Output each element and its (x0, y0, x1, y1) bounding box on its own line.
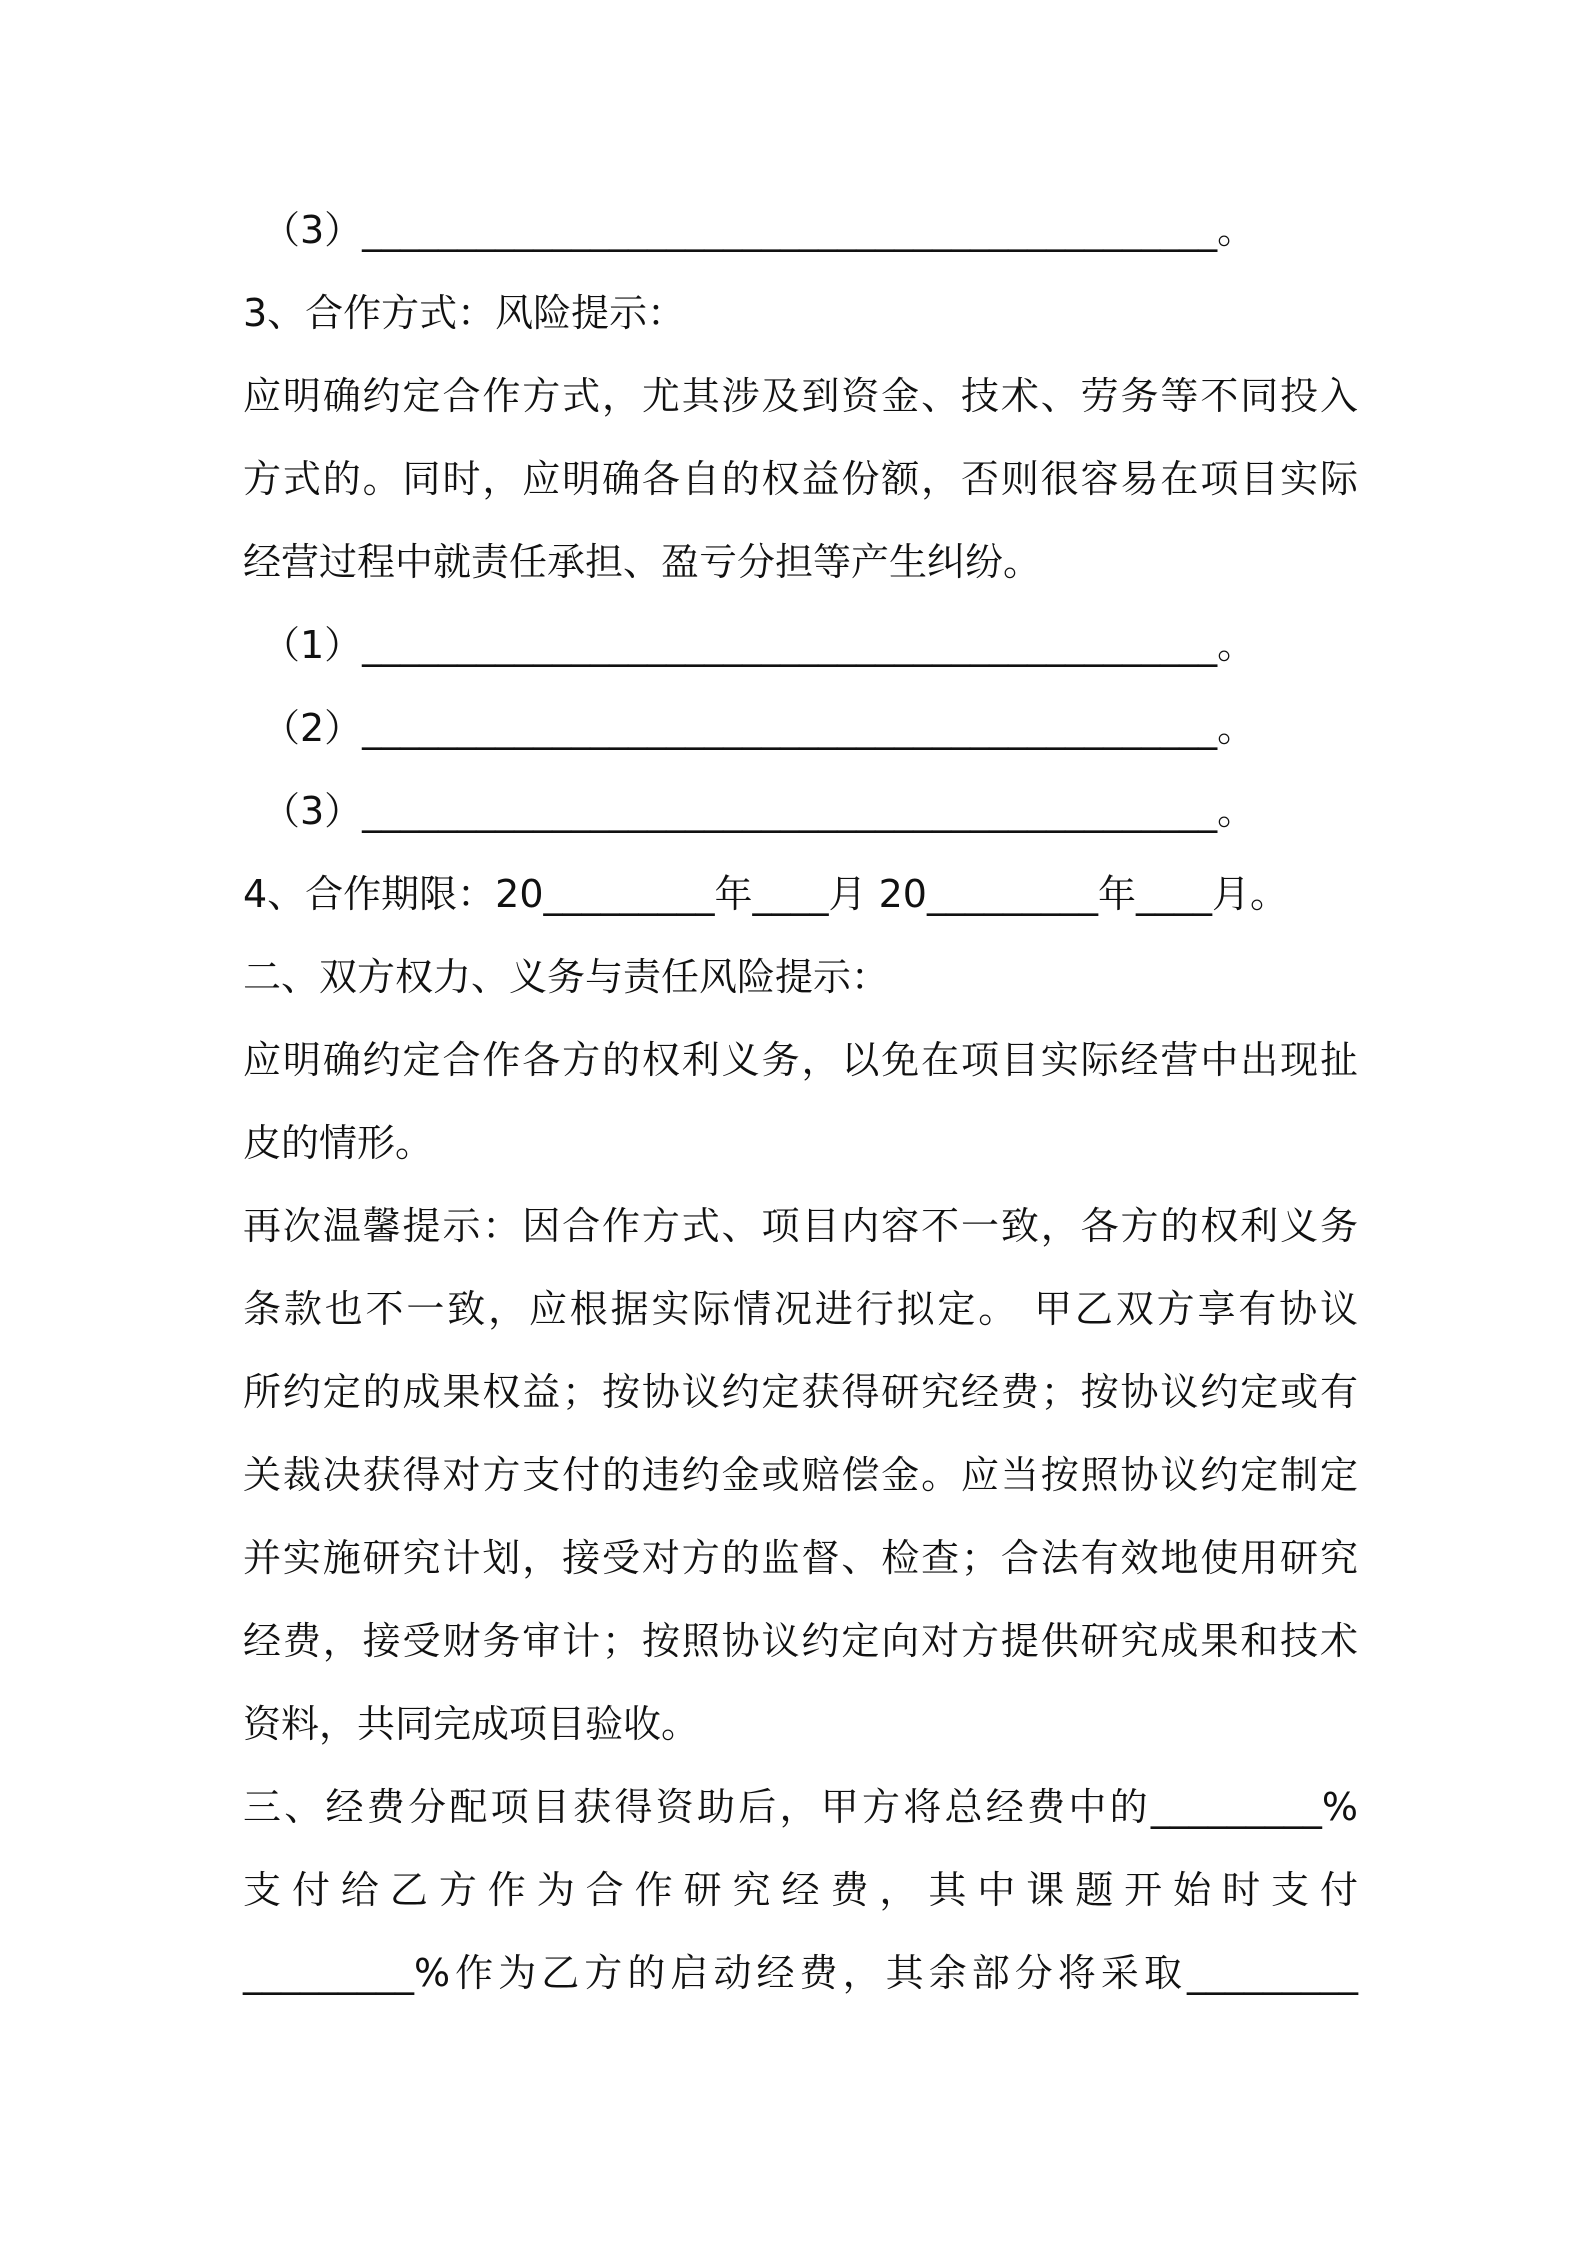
section-heading-cooperation-method: 3、合作方式：风险提示： (243, 291, 686, 335)
paragraph-line: 皮的情形。 (243, 1121, 434, 1165)
paragraph-line: 再次温馨提示：因合作方式、项目内容不一致，各方的权利义务 (243, 1204, 1358, 1248)
paragraph-line: 经费，接受财务审计；按照协议约定向对方提供研究成果和技术 (243, 1619, 1358, 1663)
paragraph-line: 方式的。同时，应明确各自的权益份额，否则很容易在项目实际 (243, 457, 1358, 501)
paragraph-line: 资料，共同完成项目验收。 (243, 1702, 700, 1746)
paragraph-line: 并实施研究计划，接受对方的监督、检查；合法有效地使用研究 (243, 1536, 1358, 1580)
blank-item-1: （1）_____________________________________________。 (262, 623, 1256, 667)
blank-item-3: （3）_____________________________________________。 (262, 208, 1256, 252)
paragraph-line: _________%作为乙方的启动经费，其余部分将采取_________ (243, 1951, 1358, 1995)
section-heading-rights-obligations: 二、双方权力、义务与责任风险提示： (243, 955, 890, 999)
paragraph-line: 应明确约定合作方式，尤其涉及到资金、技术、劳务等不同投入 (243, 374, 1358, 418)
paragraph-line: 应明确约定合作各方的权利义务，以免在项目实际经营中出现扯 (243, 1038, 1358, 1082)
blank-item-2: （2）_____________________________________________。 (262, 706, 1256, 750)
blank-item-3: （3）_____________________________________________。 (262, 789, 1256, 833)
paragraph-line: 支付给乙方作为合作研究经费，其中课题开始时支付 (243, 1868, 1358, 1912)
paragraph-line: 经营过程中就责任承担、盈亏分担等产生纠纷。 (243, 540, 1042, 584)
section-heading-funding: 三、经费分配项目获得资助后，甲方将总经费中的_________% (243, 1785, 1358, 1829)
paragraph-line: 条款也不一致，应根据实际情况进行拟定。 甲乙双方享有协议 (243, 1287, 1358, 1331)
paragraph-line: 关裁决获得对方支付的违约金或赔偿金。应当按照协议约定制定 (243, 1453, 1358, 1497)
paragraph-line: 所约定的成果权益；按协议约定获得研究经费；按协议约定或有 (243, 1370, 1358, 1414)
cooperation-period-line: 4、合作期限：20_________年____月 20_________年____月。 (243, 872, 1288, 916)
